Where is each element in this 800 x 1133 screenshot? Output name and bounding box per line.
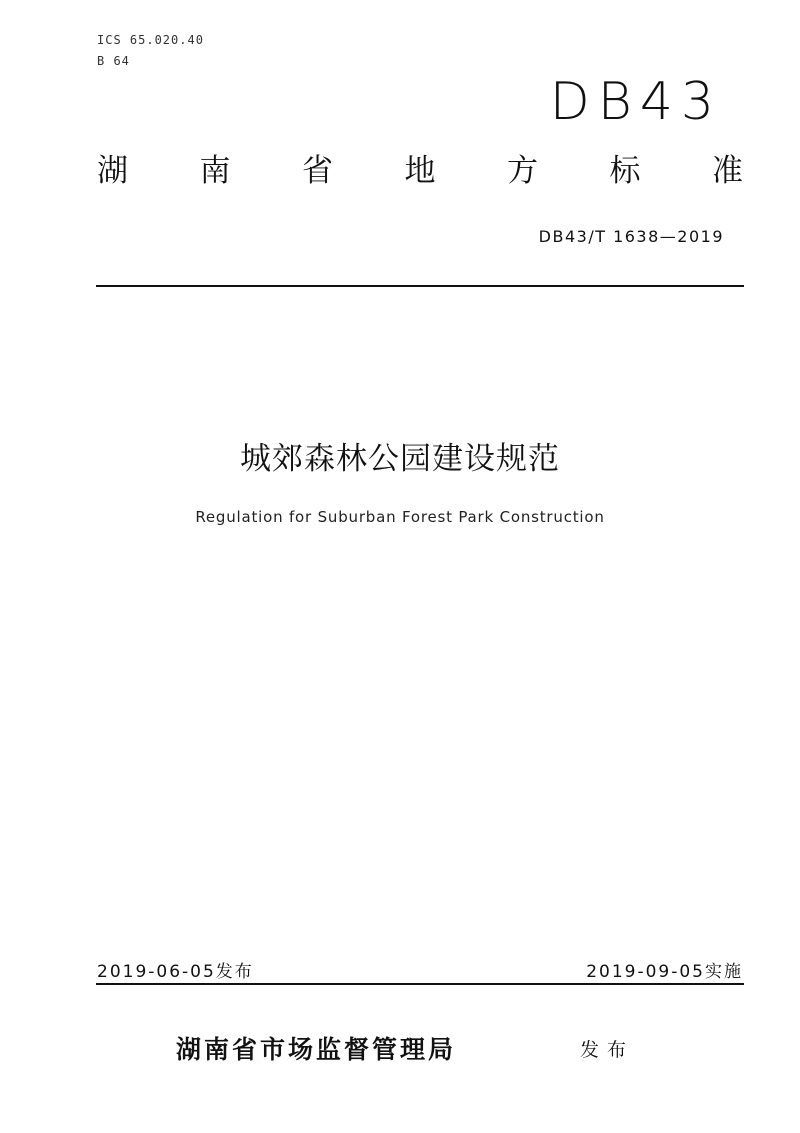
document-title-en: Regulation for Suburban Forest Park Construction	[195, 508, 605, 526]
standard-type-char: 准	[712, 153, 743, 189]
standard-type-heading	[97, 150, 743, 192]
classification-code: B 64	[97, 54, 130, 68]
standard-type-char: 省	[302, 153, 333, 189]
ics-code: ICS 65.020.40	[97, 33, 204, 47]
standard-number: DB43/T 1638—2019	[538, 227, 724, 246]
implementation-date: 2019-09-05实施	[586, 962, 743, 982]
standard-type-char: 方	[507, 153, 538, 189]
top-divider	[96, 285, 744, 287]
standard-type-char: 湖	[97, 153, 128, 189]
standard-type-char: 南	[199, 153, 231, 189]
document-title-cn: 城郊森林公园建设规范	[240, 441, 560, 477]
issue-date: 2019-06-05发布	[97, 962, 254, 982]
bottom-divider	[96, 983, 744, 985]
issuing-authority: 湖南省市场监督管理局	[176, 1035, 457, 1064]
issue-label: 发布	[580, 1039, 635, 1061]
standard-type-char: 标	[609, 153, 641, 189]
db-mark: DB43	[549, 72, 722, 132]
standard-type-char: 地	[404, 153, 436, 189]
